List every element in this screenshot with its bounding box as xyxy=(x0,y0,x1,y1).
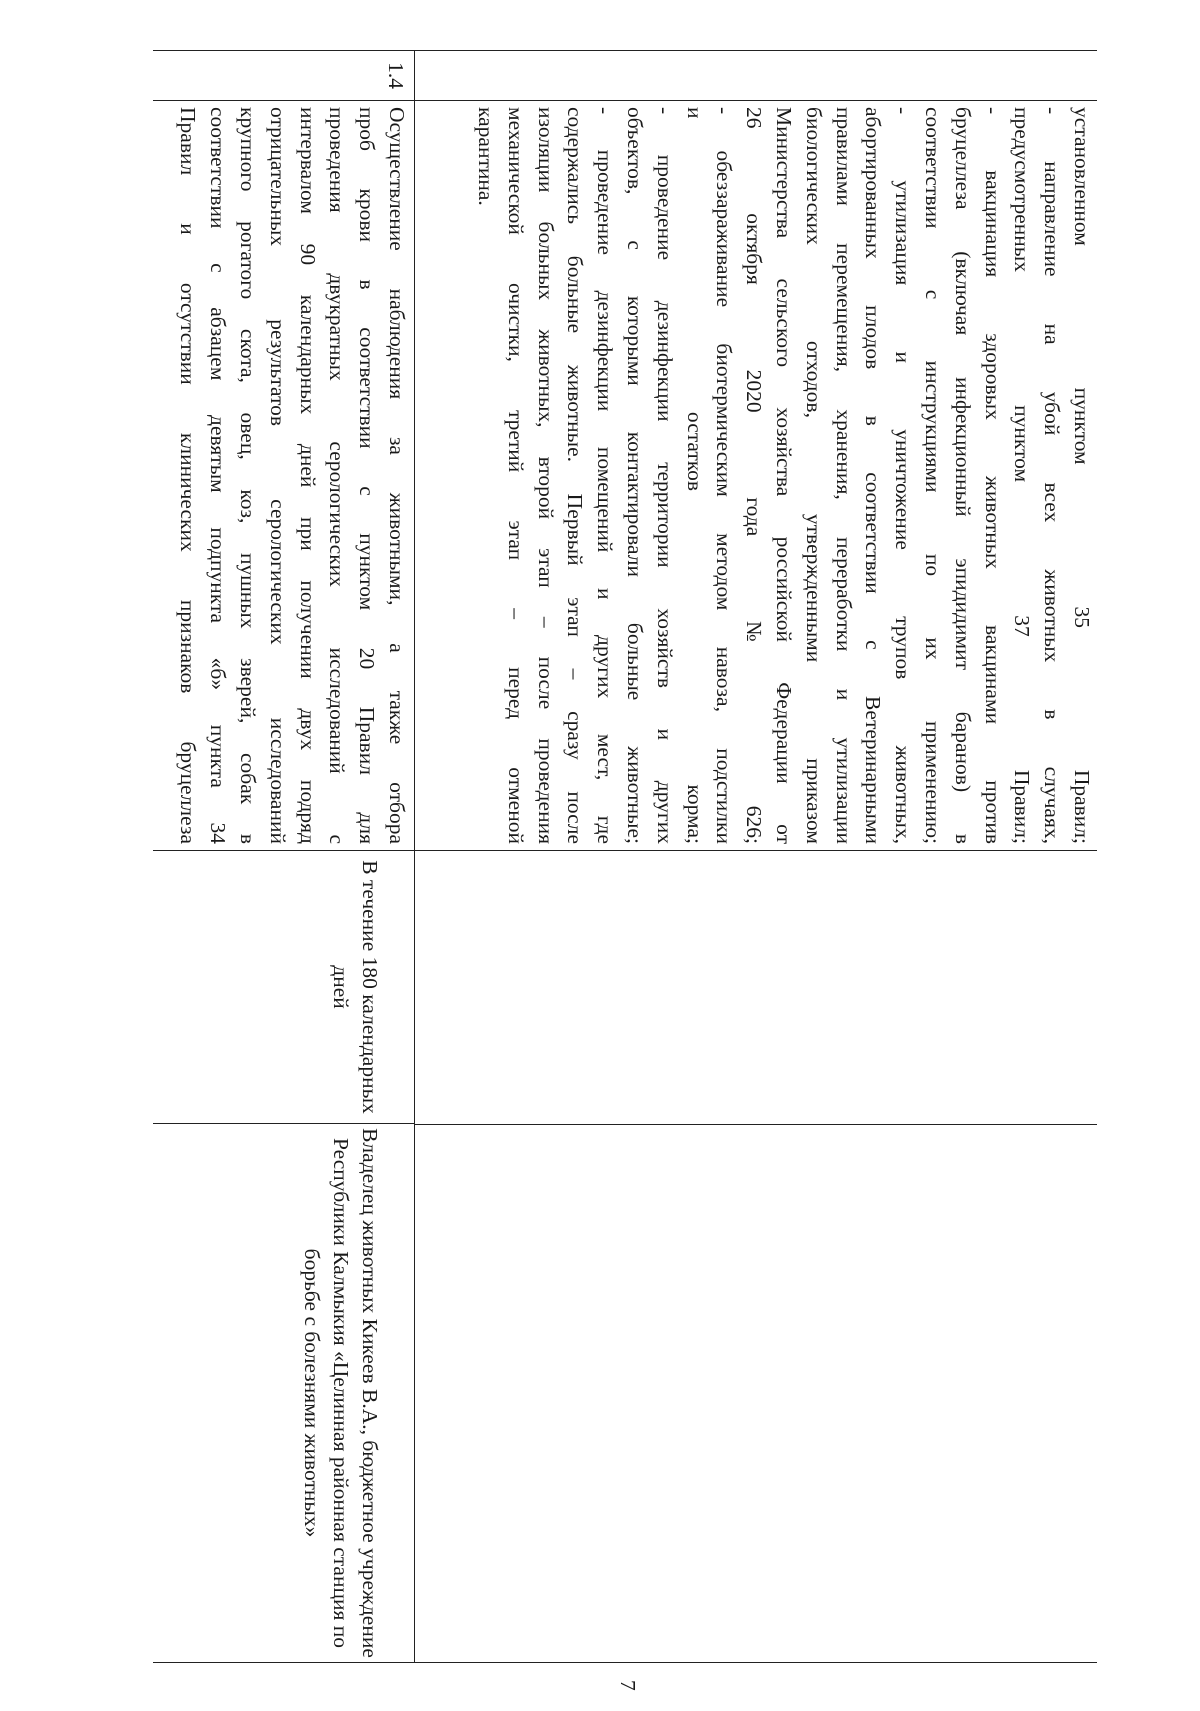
text-line: карантина. xyxy=(474,107,499,206)
table-row xyxy=(414,51,1097,1662)
text-line: объектов, с которыми контактировали больные животные; xyxy=(623,107,648,844)
term-text: В течение 180 календарных дней xyxy=(329,860,382,1114)
row-number: 1.4 xyxy=(384,62,408,89)
responsible-cell xyxy=(153,1124,414,1662)
text-line: бруцеллеза (включая инфекционный эпидидимит баранов) в xyxy=(950,107,975,844)
row-number-cell xyxy=(415,51,1097,101)
text-line: - вакцинация здоровых животных вакцинами против xyxy=(980,107,1005,844)
row-number-cell xyxy=(153,51,414,101)
row-number xyxy=(1091,51,1097,100)
text-line: установленном пунктом 35 Правил; xyxy=(1070,107,1094,844)
text-line: изоляции больных животных, второй этап – после проведения xyxy=(533,107,558,844)
text-line: соответствии с абзацем девятым подпункта «б» пункта 34 xyxy=(206,107,231,844)
term-cell xyxy=(415,851,1097,1124)
text-line: проведения двукратных серологических исследований с xyxy=(325,107,350,844)
text-line: - направление на убой всех животных в случаях, xyxy=(1040,107,1065,844)
text-line: соответствии с инструкциями по их применению; xyxy=(921,107,946,844)
text-line: содержались больные животные. Первый этап – сразу после xyxy=(563,107,588,844)
table-row xyxy=(153,51,414,1662)
measure-cell xyxy=(153,101,414,851)
page-number: 7 xyxy=(616,1680,640,1691)
text-line: - утилизация и уничтожение трупов животных, xyxy=(891,107,916,844)
text-line: 26 октября 2020 года № 626; xyxy=(742,107,767,844)
measure-cell xyxy=(415,101,1097,851)
measure-text xyxy=(470,101,1097,850)
text-line: проб крови в соответствии с пунктом 20 Правил для xyxy=(355,107,380,844)
responsible-text: Владелец животных Кикеев В.А., бюджетное учреждение Республики Калмыкия «Целинная районная станция по борьбе с болезнями животных» xyxy=(300,1128,382,1658)
text-line: крупного рогатого скота, овец, коз, пушных зверей, собак в xyxy=(236,107,261,844)
text-line: Министерства сельского хозяйства российской Федерации от xyxy=(772,107,797,844)
text-line: - проведение дезинфекции территории хозяйств и других xyxy=(652,107,677,844)
text-line: механической очистки, третий этап – перед отменой xyxy=(503,107,528,844)
text-line: Осуществление наблюдения за животными, а также отбора xyxy=(385,107,409,844)
responsible-cell xyxy=(415,1124,1097,1662)
text-line: Правил и отсутствии клинических признаков бруцеллеза xyxy=(176,107,201,844)
text-line: отрицательных результатов серологических исследований xyxy=(265,107,290,844)
text-line: и остатков корма; xyxy=(682,107,707,844)
term-cell xyxy=(153,851,414,1124)
text-line: интервалом 90 календарных дней при получении двух подряд xyxy=(295,107,320,844)
text-line: биологических отходов, утвержденными приказом xyxy=(801,107,826,844)
measures-table xyxy=(153,50,1097,1663)
text-line: абортированных плодов в соответствии с Ветеринарными xyxy=(861,107,886,844)
text-line: предусмотренных пунктом 37 Правил; xyxy=(1010,107,1035,844)
text-line: - проведение дезинфекции помещений и других мест, где xyxy=(593,107,618,844)
measure-text xyxy=(173,101,414,850)
text-line: - обеззараживание биотермическим методом навоза, подстилки xyxy=(712,107,737,844)
text-line: правилами перемещения, хранения, переработки и утилизации xyxy=(831,107,856,844)
